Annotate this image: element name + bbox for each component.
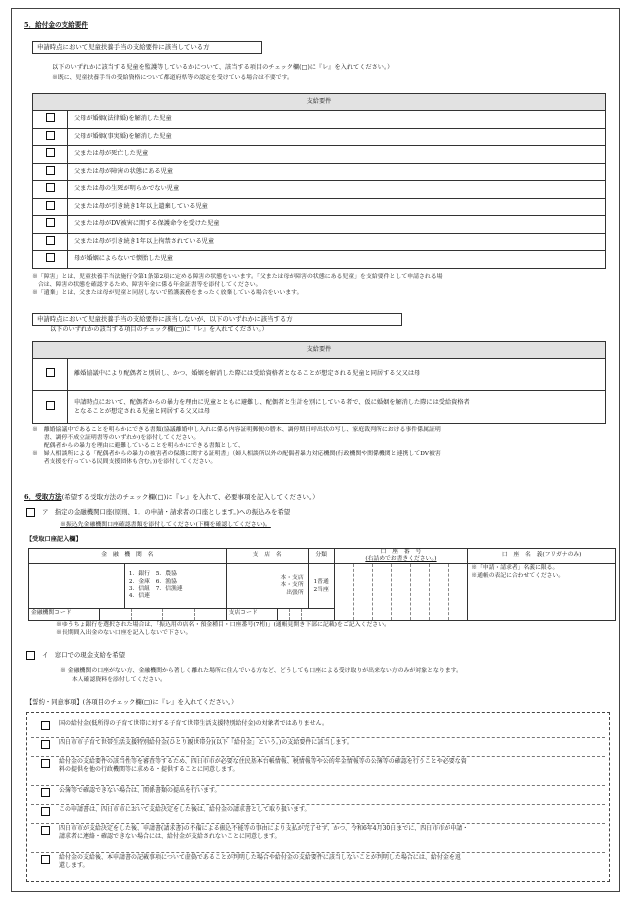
account-type-header: 分類 xyxy=(308,549,334,564)
pledge-text-line: 四日市市子育て世帯生活支援特別給付金(ひとり親世帯分)(以下「給付金」という。)の支給要件に該当します。 xyxy=(59,739,353,746)
branch-type-option[interactable]: 本・支所 xyxy=(280,582,304,589)
pledge-title: 【誓約・同意事項】(各項目のチェック欄(□)に『レ』を入れてください。） xyxy=(26,699,238,706)
pledge-checkbox[interactable] xyxy=(41,721,50,730)
requirement-row xyxy=(33,128,606,146)
branch-type-options xyxy=(226,563,308,608)
section5-box-a-instruction: 以下のいずれかに該当する児童を監護等しているかについて、該当する項目のチェック欄(□)に『レ』を入れてください。） xyxy=(52,64,394,71)
branch-code-digit[interactable] xyxy=(301,609,313,620)
requirement-checkbox-cell[interactable] xyxy=(33,128,68,146)
pledge-checkbox[interactable] xyxy=(41,788,50,797)
requirement-checkbox-cell[interactable] xyxy=(33,146,68,164)
section5-box-a-label: 申請時点において児童扶養手当の支給要件に該当している方 xyxy=(32,41,262,54)
bank-note: ※長期間入出金のない口座を記入しないで下さい。 xyxy=(56,629,192,636)
account-type-option[interactable]: 2当座 xyxy=(313,586,329,593)
pledge-text xyxy=(59,758,595,774)
note-b-line: 書、調停不成立証明書等のいずれか)を添付してください。 xyxy=(32,434,200,441)
note-a-line: 合は、障害の状態を確認するため、障害年金に係る年金証書等を添付してください。 xyxy=(32,281,262,288)
requirement-checkbox[interactable] xyxy=(46,148,55,157)
section6-title-row xyxy=(24,493,319,502)
option-b-note: 本人確認資料を添付してください。 xyxy=(60,676,167,683)
requirement-text: 父母が婚姻(事実婚)を解消した児童 xyxy=(68,128,606,146)
pledge-text-line: 四日市市が支給決定をした後、申請書(請求書)の不備による振込不能等の事由により支払が完了せず、かつ、令和6年4月30日までに、四日市市が申請・ xyxy=(59,825,469,832)
requirement-checkbox-cell[interactable] xyxy=(33,111,68,129)
requirements-table-b-header: 支給要件 xyxy=(33,342,606,359)
requirement-checkbox[interactable] xyxy=(46,236,55,245)
requirements-table-a xyxy=(32,93,606,269)
note-b-line: ※ 婦人相談所による「配偶者からの暴力の被害者の保護に関する証明書」（婦人相談所以外の配偶者暴力対応機関(行政機関や関係機関と連携してDV被害 xyxy=(32,450,441,457)
section5-box-b-label: 申請時点において児童扶養手当の支給要件に該当しないが、以下のいずれかに該当する方 xyxy=(32,313,402,326)
pledge-text xyxy=(59,720,595,728)
requirement-checkbox[interactable] xyxy=(46,201,55,210)
account-type-option[interactable]: 1普通 xyxy=(313,578,329,585)
branch-type-option[interactable]: 本・支店 xyxy=(280,574,304,581)
requirement-text: 母が婚姻によらないで懐胎した児童 xyxy=(68,251,606,269)
requirement-checkbox-cell[interactable] xyxy=(33,251,68,269)
requirement-row xyxy=(33,111,606,129)
account-holder-header: 口 座 名 義(フリガナのみ) xyxy=(468,549,616,564)
bank-code-digit[interactable] xyxy=(131,609,163,620)
bank-type-option[interactable]: 4．信連 xyxy=(128,593,150,600)
pledge-item[interactable] xyxy=(35,738,601,756)
requirement-checkbox-cell[interactable] xyxy=(33,181,68,199)
requirement-checkbox[interactable] xyxy=(46,131,55,140)
requirement-checkbox[interactable] xyxy=(46,113,55,122)
pledge-checkbox[interactable] xyxy=(41,759,50,768)
pledge-text xyxy=(59,854,595,870)
requirement-row xyxy=(33,216,606,234)
requirement-b-checkbox-cell[interactable] xyxy=(33,359,68,391)
pledge-item[interactable] xyxy=(35,786,601,804)
pledge-text xyxy=(59,739,595,747)
pledge-text xyxy=(59,806,595,814)
pledge-item[interactable] xyxy=(35,719,601,737)
requirement-b-text: 離婚協議中により配偶者と別居し、かつ、婚姻を解消した際には受給資格者となることが想定される児童と同居する父又は母 xyxy=(68,359,606,391)
requirement-text: 父または母の生死が明らかでない児童 xyxy=(68,181,606,199)
bank-type-option[interactable]: 1．銀行 5．農協 xyxy=(128,571,177,578)
option-a-note: ※振込先金融機関口座確認書類を添付してください(下欄を確認してください)。 xyxy=(60,522,271,528)
branch-code-digit[interactable] xyxy=(277,609,289,620)
bank-note: ※ゆうちょ銀行を選択された場合は、「振込用の店名・預金種目・口座番号(7桁)」(通帳見開き下部に記載)をご記入ください。 xyxy=(56,622,390,628)
requirement-text: 父または母が障害の状態にある児童 xyxy=(68,163,606,181)
section5-notes-b xyxy=(32,427,617,467)
bank-notes xyxy=(56,622,390,638)
requirement-text: 父または母がDV被害に関する保護命令を受けた児童 xyxy=(68,216,606,234)
pledge-text-line: 給付金の支給後、本申請書の記載事項について虚偽であることが判明した場合や給付金の支給要件に該当しないことが判明した場合には、給付金を返 xyxy=(59,854,461,861)
account-holder-input[interactable] xyxy=(468,563,616,620)
bank-account-table xyxy=(28,548,616,621)
requirement-checkbox[interactable] xyxy=(46,368,55,377)
branch-code-row xyxy=(226,608,334,620)
pledge-text-line: 還します。 xyxy=(59,862,89,870)
pledge-checkbox[interactable] xyxy=(41,855,50,864)
account-number-input[interactable] xyxy=(334,563,468,620)
pledge-item[interactable] xyxy=(35,757,601,785)
requirement-checkbox[interactable] xyxy=(46,401,55,410)
note-a-line: ※「障害」とは、児童扶養手当法施行令第1条第2項に定める障害の状態をいいます。「父または母が障害の状態にある児童」を支給要件として申請される場 xyxy=(32,274,443,280)
branch-name-header: 支 店 名 xyxy=(226,549,308,564)
requirement-b-text-multiline xyxy=(68,391,606,424)
requirement-checkbox-cell[interactable] xyxy=(33,198,68,216)
requirement-checkbox-cell[interactable] xyxy=(33,216,68,234)
requirement-checkbox[interactable] xyxy=(46,183,55,192)
pledge-text-line: 料の提供を他の行政機関等に求める・提供することに同意します。 xyxy=(59,766,239,774)
pledge-checkbox[interactable] xyxy=(41,740,50,749)
requirement-row xyxy=(33,251,606,269)
note-b-line: ※ 離婚協議中であることを明らかにできる書類(協議離婚申し入れに係る内容証明郵便の謄本、調停期日呼出状の写し、家庭裁判所における事件係属証明 xyxy=(32,427,441,433)
bank-type-options xyxy=(124,563,226,608)
note-a-line: ※「遺棄」とは、父または母が児童と同居しないで監護義務をまったく放棄している場合をいいます。 xyxy=(32,289,303,296)
bank-code-digit[interactable] xyxy=(194,609,226,620)
bank-code-row xyxy=(29,608,227,620)
bank-type-option[interactable]: 3．信組 7．信漁連 xyxy=(128,585,183,592)
section6-title: 6．受取方法 xyxy=(24,493,62,501)
account-number-header-title: 口 座 番 号 xyxy=(380,549,422,555)
pledge-checkbox[interactable] xyxy=(41,807,50,816)
pledge-item[interactable] xyxy=(35,824,601,852)
section5-box-a-note: ※既に、児童扶養手当の受給資格について都道府県等の認定を受けている場合は不要です。 xyxy=(52,75,293,81)
requirement-row xyxy=(33,146,606,164)
requirement-row xyxy=(33,181,606,199)
note-b-line: 者支援を行っている民間支援団体も含む。))を添付してください。 xyxy=(32,458,217,465)
pledge-text-line: この申請書は、四日市市において支給決定をした後は、給付金の請求書として取り扱います。 xyxy=(59,806,311,813)
requirement-text: 父または母が引き続き1年以上遺棄している児童 xyxy=(68,198,606,216)
bank-code-digit[interactable] xyxy=(99,609,131,620)
requirement-text: 父または母が引き続き1年以上拘禁されている児童 xyxy=(68,233,606,251)
option-a-label: ア 指定の金融機関口座(原則、1．の申請・請求者の口座とします。)への振込みを希望 xyxy=(41,508,291,516)
requirement-checkbox[interactable] xyxy=(46,253,55,262)
option-b-label: イ 窓口での現金支給を希望 xyxy=(41,651,126,659)
requirement-row xyxy=(33,233,606,251)
requirement-text: 父または母が死亡した児童 xyxy=(68,146,606,164)
section5-box-b-instruction: 以下のいずれかの該当する項目のチェック欄(□)に『レ』を入れてください。） xyxy=(50,326,268,333)
requirement-checkbox[interactable] xyxy=(46,218,55,227)
account-number-header-sub: (右詰めでお書きください。) xyxy=(365,555,437,562)
option-a-row[interactable] xyxy=(26,508,290,517)
option-a-checkbox[interactable] xyxy=(26,508,35,517)
account-type-options xyxy=(308,563,334,608)
pledge-box xyxy=(26,712,610,882)
requirement-checkbox[interactable] xyxy=(46,166,55,175)
bank-code-label: 金融機関コード xyxy=(31,610,72,617)
requirement-checkbox-cell[interactable] xyxy=(33,233,68,251)
requirement-text: 父母が婚姻(法律婚)を解消した児童 xyxy=(68,111,606,129)
bank-name-header: 金 融 機 関 名 xyxy=(29,549,227,564)
branch-code-label: 支店コード xyxy=(228,610,258,617)
bank-type-option[interactable]: 2．金庫 6．漁協 xyxy=(128,578,177,585)
pledge-item[interactable] xyxy=(35,853,601,881)
pledge-text-line: 国の給付金(低所得の子育て世帯に対する子育て世帯生活支援特別給付金)の対象者ではありません。 xyxy=(59,720,329,727)
option-b-checkbox[interactable] xyxy=(26,651,35,660)
holder-note: ※「申請・請求者」名義に限る。 xyxy=(471,564,559,571)
option-b-notes xyxy=(60,667,462,685)
account-number-header xyxy=(334,549,468,564)
pledge-text xyxy=(59,825,595,841)
pledge-text xyxy=(59,787,595,795)
branch-code-digit[interactable] xyxy=(289,609,301,620)
pledge-text-line: 公簿等で確認できない場合は、関係書類の提出を行います。 xyxy=(59,787,221,794)
requirement-checkbox-cell[interactable] xyxy=(33,163,68,181)
option-b-note: ※ 金融機関の口座がない方、金融機関から著しく離れた場所に住んでいる方など、どうしても口座による受け取りが出来ない方のみが対象となります。 xyxy=(60,668,462,674)
branch-type-option[interactable]: 出張所 xyxy=(286,589,304,596)
bank-name-input[interactable] xyxy=(29,563,125,608)
section6-title-rest: (希望する受取方法のチェック欄(□)に『レ』を入れて、必要事項を記入してください。） xyxy=(61,493,319,501)
requirement-row xyxy=(33,163,606,181)
section5-title: 5．給付金の支給要件 xyxy=(24,21,88,29)
pledge-text-line: 給付金の支給要件の該当性等を審査等するため、四日市市が必要な住民基本台帳情報、税情報等や公的年金情報等の公簿等の確認を行うことや必要な資 xyxy=(59,758,467,765)
requirements-table-b xyxy=(32,341,606,424)
pledge-text-line: 請求者に連絡・確認できない場合には、給付金が支給されないことに同意します。 xyxy=(59,833,281,841)
requirement-b-text-line: となることが想定される児童と同居する父又は母 xyxy=(74,408,211,415)
requirements-table-a-header: 支給要件 xyxy=(33,94,606,111)
option-b-row[interactable] xyxy=(26,651,125,660)
requirement-b-text-line: 申請時点において、配偶者からの暴力を理由に児童とともに避難し、配偶者と生計を別にしている者で、仮に婚姻を解消した際には受給資格者 xyxy=(74,398,470,406)
bank-code-digit[interactable] xyxy=(162,609,194,620)
pledge-checkbox[interactable] xyxy=(41,826,50,835)
requirement-row xyxy=(33,198,606,216)
section5-notes-a xyxy=(32,274,617,298)
holder-note: ※通帳の表記に合わせてください。 xyxy=(471,572,565,579)
note-b-line: 配偶者からの暴力を理由に避難していることを明らかにできる書類として、 xyxy=(32,442,244,449)
account-heading: 【受取口座記入欄】 xyxy=(26,536,82,543)
application-form-page xyxy=(11,8,620,892)
requirement-b-checkbox-cell[interactable] xyxy=(33,391,68,424)
pledge-item[interactable] xyxy=(35,805,601,823)
